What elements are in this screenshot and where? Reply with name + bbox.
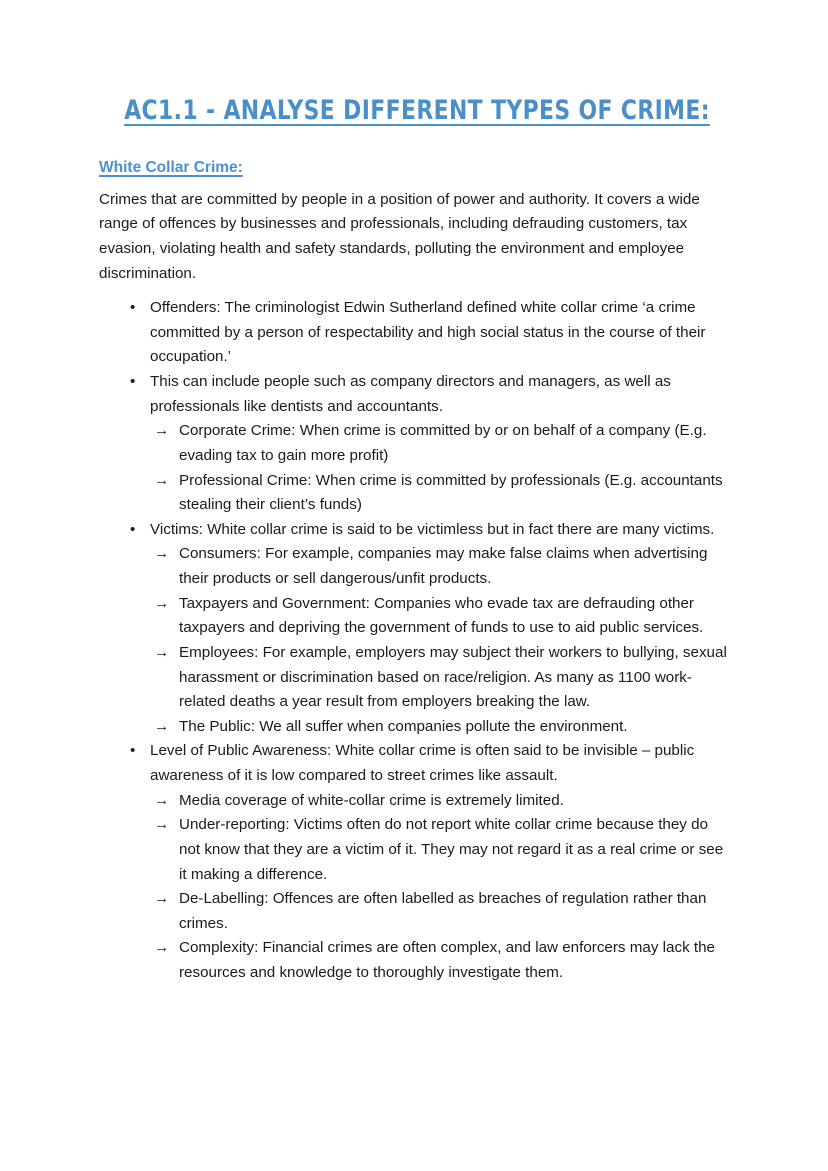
bullet-marker-icon: • <box>130 742 136 760</box>
sub-list-item <box>154 592 729 641</box>
sub-bullet-list <box>154 542 729 739</box>
sub-list-item <box>154 715 729 740</box>
bullet-marker-icon: • <box>130 373 136 391</box>
list-item-text: Offenders: The criminologist Edwin Sutherland defined white collar crime ‘a crime committed by a person of respectability and high social status in the course of their occupation.’ <box>150 299 706 366</box>
sub-list-item <box>154 542 729 591</box>
arrow-right-icon: → <box>154 717 170 735</box>
list-item-text: Victims: White collar crime is said to be victimless but in fact there are many victims. <box>150 520 715 538</box>
arrow-right-icon: → <box>154 594 170 612</box>
sub-list-item-text: Taxpayers and Government: Companies who evade tax are defrauding other taxpayers and depriving the government of funds to use to aid public services. <box>179 594 704 637</box>
section-intro-paragraph: Crimes that are committed by people in a position of power and authority. It covers a wide range of offences by businesses and professionals, including defrauding customers, tax evasion, violating health and safety standards, polluting the environment and employee discrimination. <box>99 190 700 282</box>
sub-list-item <box>154 813 729 887</box>
arrow-right-icon: → <box>154 545 170 563</box>
sub-list-item-text: The Public: We all suffer when companies pollute the environment. <box>179 717 628 735</box>
bullet-marker-icon: • <box>130 299 136 317</box>
bullet-list <box>99 296 729 986</box>
sub-list-item-text: Media coverage of white-collar crime is extremely limited. <box>179 791 564 809</box>
section-heading: White Collar Crime: <box>99 159 243 177</box>
arrow-right-icon: → <box>154 890 170 908</box>
sub-list-item <box>154 936 729 985</box>
list-item <box>99 296 729 370</box>
sub-bullet-list <box>154 789 729 986</box>
list-item <box>99 370 729 518</box>
sub-list-item <box>154 641 729 715</box>
bullet-marker-icon: • <box>130 520 136 538</box>
sub-list-item-text: De-Labelling: Offences are often labelled as breaches of regulation rather than crimes. <box>179 890 707 932</box>
document-content <box>99 96 729 986</box>
sub-list-item-text: Consumers: For example, companies may make false claims when advertising their products or sell dangerous/unfit products. <box>179 545 708 588</box>
sub-list-item-text: Corporate Crime: When crime is committed by or on behalf of a company (E.g. evading tax to gain more profit) <box>179 422 707 464</box>
sub-list-item <box>154 789 729 814</box>
arrow-right-icon: → <box>154 471 170 489</box>
sub-list-item <box>154 887 729 936</box>
arrow-right-icon: → <box>154 791 170 809</box>
sub-list-item-text: Professional Crime: When crime is committed by professionals (E.g. accountants stealing their client’s funds) <box>179 471 723 514</box>
arrow-right-icon: → <box>154 939 170 957</box>
list-item-text: This can include people such as company directors and managers, as well as professionals like dentists and accountants. <box>150 373 671 415</box>
list-item-text: Level of Public Awareness: White collar crime is often said to be invisible – public awareness of it is low compared to street crimes like assault. <box>150 742 695 785</box>
sub-list-item <box>154 469 729 518</box>
sub-list-item-text: Complexity: Financial crimes are often complex, and law enforcers may lack the resources and knowledge to thoroughly investigate them. <box>179 939 715 982</box>
page-title: AC1.1 - ANALYSE DIFFERENT TYPES OF CRIME: <box>124 95 710 126</box>
arrow-right-icon: → <box>154 816 170 834</box>
list-item <box>99 518 729 740</box>
sub-list-item-text: Under-reporting: Victims often do not report white collar crime because they do not know that they are a victim of it. They may not regard it as a real crime or see it making a difference. <box>179 816 724 883</box>
arrow-right-icon: → <box>154 422 170 440</box>
sub-list-item <box>154 419 729 468</box>
sub-bullet-list <box>154 419 729 518</box>
arrow-right-icon: → <box>154 643 170 661</box>
list-item <box>99 739 729 985</box>
sub-list-item-text: Employees: For example, employers may subject their workers to bullying, sexual harassment or discrimination based on race/religion. As many as 1100 work-related deaths a year result from employers breaking the law. <box>179 643 727 711</box>
